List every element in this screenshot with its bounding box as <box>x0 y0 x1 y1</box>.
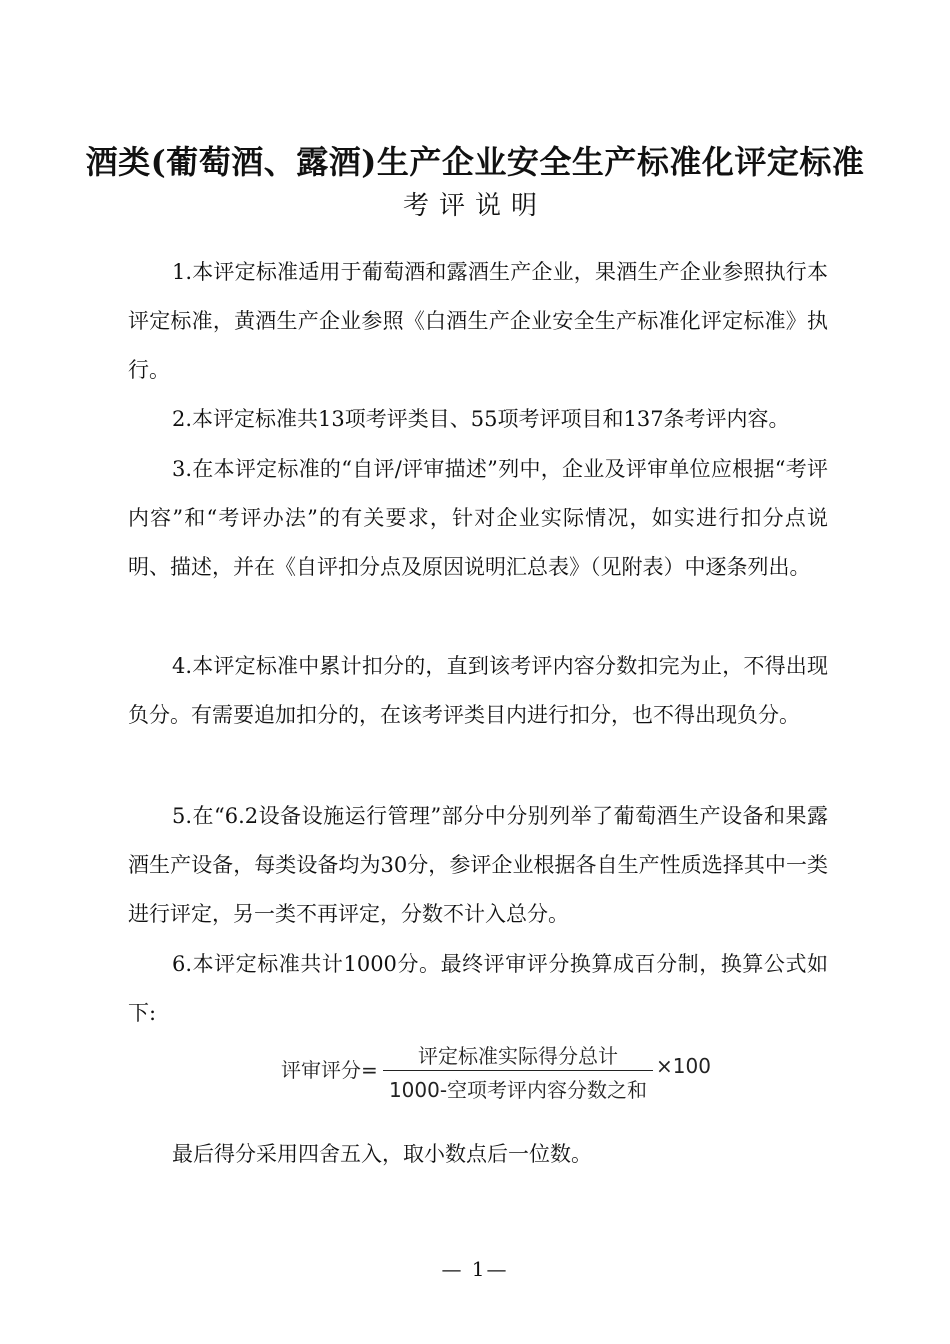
paragraph-2: 2.本评定标准共13项考评类目、55项考评项目和137条考评内容。 <box>172 407 790 431</box>
paragraph-3: 3.在本评定标准的“自评/评审描述”列中，企业及评审单位应根据“考评内容”和“考评办法”的有关要求，针对企业实际情况，如实进行扣分点说明、描述，并在《自评扣分点及原因说明汇总表》（见附表）中逐条列出。 <box>128 457 828 579</box>
formula-denominator: 1000-空项考评内容分数之和 <box>388 1078 648 1102</box>
formula-rhs: ×100 <box>656 1054 711 1078</box>
paragraph-1: 1.本评定标准适用于葡萄酒和露酒生产企业，果酒生产企业参照执行本评定标准，黄酒生产企业参照《白酒生产企业安全生产标准化评定标准》执行。 <box>128 260 828 382</box>
formula-lhs: 评审评分= <box>281 1058 378 1082</box>
paragraph-4: 4.本评定标准中累计扣分的，直到该考评内容分数扣完为止，不得出现负分。有需要追加扣分的，在该考评类目内进行扣分，也不得出现负分。 <box>128 654 828 727</box>
document-title: 酒类(葡萄酒、露酒)生产企业安全生产标准化评定标准 <box>85 143 865 181</box>
page-number: — 1— <box>441 1257 509 1281</box>
paragraph-6: 6.本评定标准共计1000分。最终评审评分换算成百分制，换算公式如下: <box>128 952 828 1025</box>
document-subtitle: 考评说明 <box>402 191 547 221</box>
formula-numerator: 评定标准实际得分总计 <box>418 1044 618 1068</box>
paragraph-5: 5.在“6.2设备设施运行管理”部分中分别列举了葡萄酒生产设备和果露酒生产设备，每类设备均为30分，参评企业根据各自生产性质选择其中一类进行评定，另一类不再评定，分数不计入总分。 <box>128 804 828 926</box>
formula-fraction-bar <box>383 1070 653 1071</box>
rounding-note: 最后得分采用四舍五入，取小数点后一位数。 <box>172 1142 592 1166</box>
